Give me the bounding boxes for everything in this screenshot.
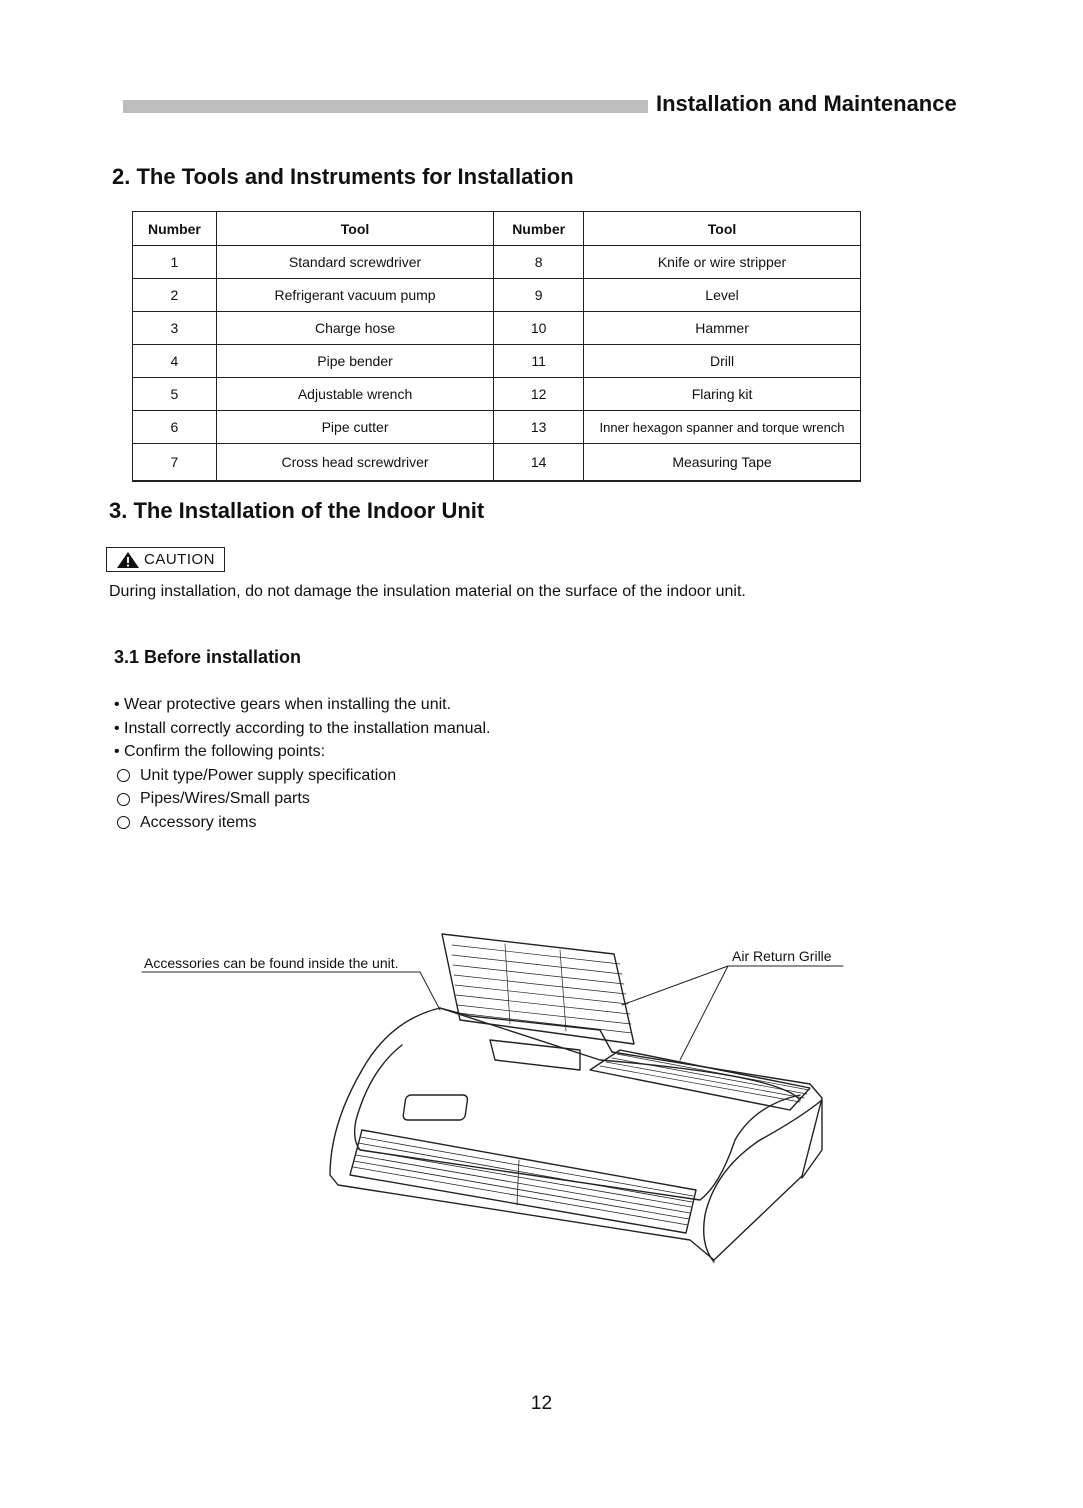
table-cell: Pipe cutter [216, 411, 493, 444]
table-cell: Hammer [584, 312, 861, 345]
table-cell: Refrigerant vacuum pump [216, 279, 493, 312]
table-cell: 6 [133, 411, 217, 444]
list-item: • Install correctly according to the installation manual. [114, 719, 491, 737]
list-item: • Wear protective gears when installing the unit. [114, 696, 452, 713]
table-cell: 10 [494, 312, 584, 345]
section-3-1-title: 3.1 Before installation [114, 647, 302, 667]
caution-text: During installation, do not damage the insulation material on the surface of the indoor unit. [109, 583, 746, 600]
table-cell: Charge hose [216, 312, 493, 345]
table-cell: 4 [133, 345, 217, 378]
column-header: Number [133, 212, 217, 246]
column-header: Number [494, 212, 584, 246]
table-cell: 3 [133, 312, 217, 345]
list-item-text: Accessory items [140, 813, 257, 831]
table-cell: Inner hexagon spanner and torque wrench [584, 411, 861, 444]
table-cell: Level [584, 279, 861, 312]
table-cell: 11 [494, 345, 584, 378]
section-3-title: 3. The Installation of the Indoor Unit [109, 498, 485, 523]
table-cell: 2 [133, 279, 217, 312]
column-header: Tool [216, 212, 493, 246]
list-item: • Confirm the following points: [114, 743, 326, 761]
table-cell: 9 [494, 279, 584, 312]
table-cell: Adjustable wrench [216, 378, 493, 411]
table-cell: 12 [494, 378, 584, 411]
accessories-callout: Accessories can be found inside the unit. [144, 955, 399, 971]
table-cell: Pipe bender [216, 345, 493, 378]
table-cell: 8 [494, 246, 584, 279]
table-cell: 14 [494, 444, 584, 482]
table-cell: 1 [133, 246, 217, 279]
table-cell: Drill [584, 345, 861, 378]
column-header: Tool [584, 212, 861, 246]
section-2-title: 2. The Tools and Instruments for Installation [112, 164, 574, 189]
table-cell: 7 [133, 444, 217, 482]
table-cell: Standard screwdriver [216, 246, 493, 279]
table-cell: Flaring kit [584, 378, 861, 411]
caution-label-text: CAUTION [144, 551, 215, 568]
table-cell: Knife or wire stripper [584, 246, 861, 279]
page-number: 12 [530, 1393, 553, 1414]
list-item-text: Pipes/Wires/Small parts [140, 790, 310, 808]
header-title: Installation and Maintenance [656, 91, 957, 116]
table-cell: 5 [133, 378, 217, 411]
table-cell: Measuring Tape [584, 444, 861, 482]
table-cell: Cross head screwdriver [216, 444, 493, 482]
air-return-grille-callout: Air Return Grille [732, 948, 832, 964]
list-item-text: Unit type/Power supply specification [140, 766, 397, 784]
table-cell: 13 [494, 411, 584, 444]
